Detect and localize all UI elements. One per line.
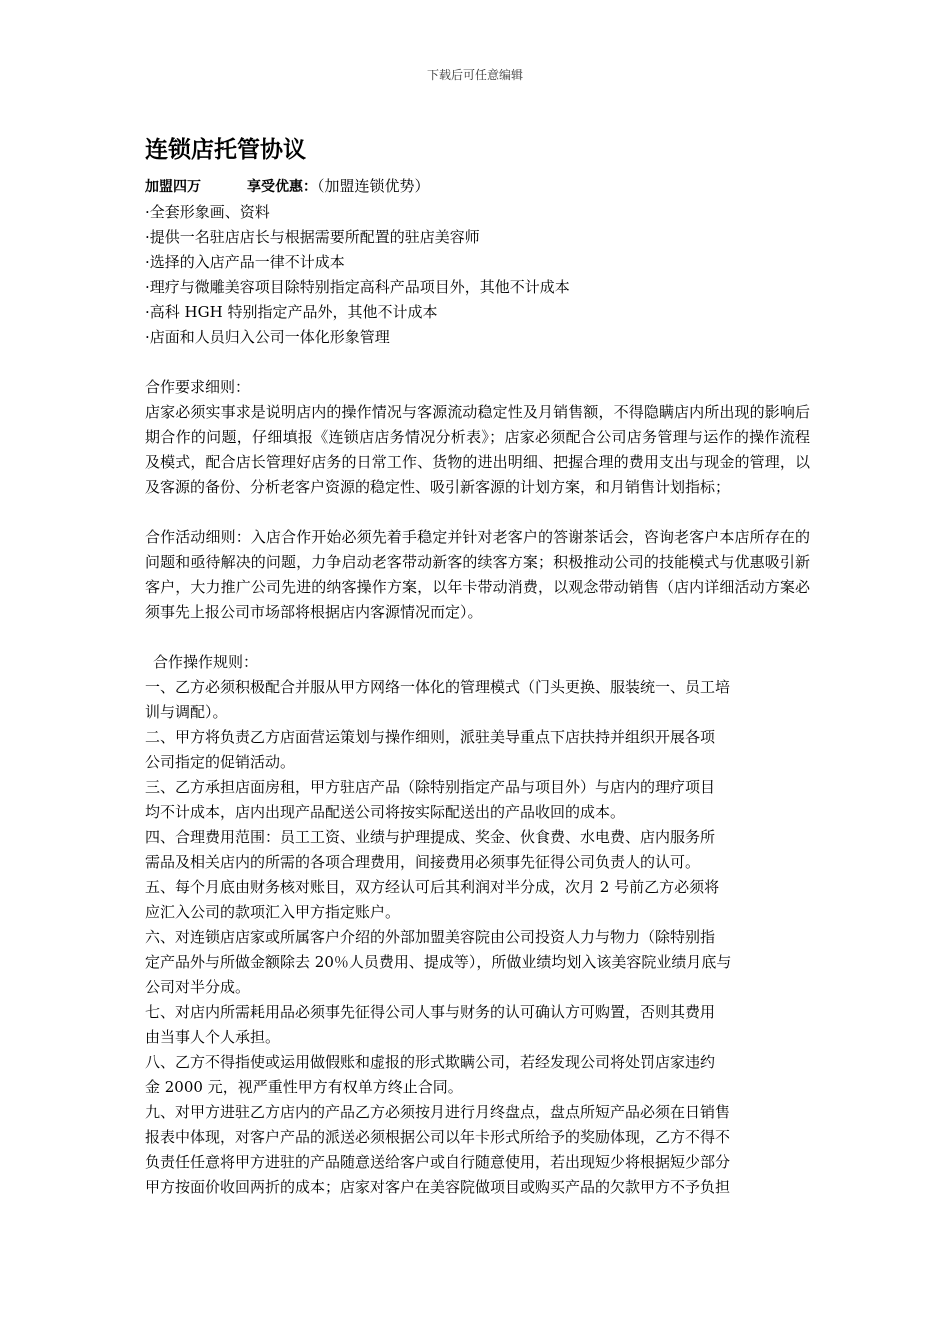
requirements-body: 店家必须实事求是说明店内的操作情况与客源流动稳定性及月销售额，不得隐瞒店内所出现的影响后期合作的问题，仔细填报《连锁店店务情况分析表》；店家必须配合公司店务管理与运作的操作流程及模式，配合店长管理好店务的日常工作、货物的进出明细、把握合理的费用支出与现金的管理，以及客源的备份、分析老客户资源的稳定性、吸引新客源的计划方案，和月销售计划指标； — [145, 403, 810, 496]
rule-item — [145, 725, 810, 775]
benefit-item: ·选择的入店产品一律不计成本 — [145, 253, 345, 271]
benefit-label: 享受优惠： — [247, 179, 317, 195]
benefit-item: ·提供一名驻店店长与根据需要所配置的驻店美容师 — [145, 228, 480, 246]
requirements-heading: 合作要求细则： — [145, 378, 251, 396]
rule-line: 需品及相关店内的所需的各项合理费用，间接费用必须事先征得公司负责人的认可。 — [145, 853, 701, 871]
rule-line: 三、乙方承担店面房租，甲方驻店产品（除特别指定产品与项目外）与店内的理疗项目 — [145, 778, 716, 796]
rule-line: 公司指定的促销活动。 — [145, 753, 296, 771]
rule-line: 七、对店内所需耗用品必须事先征得公司人事与财务的认可确认方可购置，否则其费用 — [145, 1003, 716, 1021]
document-body — [145, 130, 810, 1200]
rule-line: 一、乙方必须积极配合并服从甲方网络一体化的管理模式（门头更换、服装统一、员工培 — [145, 678, 731, 696]
rule-line: 四、合理费用范围：员工工资、业绩与护理提成、奖金、伙食费、水电费、店内服务所 — [145, 828, 716, 846]
document-title: 连锁店托管协议 — [145, 137, 306, 163]
benefit-list — [145, 200, 810, 350]
rule-line: 八、乙方不得指使或运用做假账和虚报的形式欺瞒公司，若经发现公司将处罚店家违约 — [145, 1053, 716, 1071]
rule-line: 甲方按面价收回两折的成本；店家对客户在美容院做项目或购买产品的欠款甲方不予负担 — [145, 1178, 731, 1196]
rule-line: 由当事人个人承担。 — [145, 1028, 281, 1046]
benefit-item: ·理疗与微雕美容项目除特别指定高科产品项目外，其他不计成本 — [145, 278, 570, 296]
offer-line — [145, 174, 810, 200]
rule-item — [145, 675, 810, 725]
benefit-item: ·全套形象画、资料 — [145, 203, 270, 221]
rules-list — [145, 675, 810, 1200]
benefit-item: ·高科 HGH 特别指定产品外，其他不计成本 — [145, 303, 438, 321]
rule-item — [145, 1100, 810, 1200]
rule-item — [145, 1000, 810, 1050]
rule-item — [145, 875, 810, 925]
benefit-item: ·店面和人员归入公司一体化形象管理 — [145, 328, 390, 346]
rule-line: 五、每个月底由财务核对账目，双方经认可后其利润对半分成，次月 2 号前乙方必须将 — [145, 878, 720, 896]
rules-heading: 合作操作规则： — [153, 653, 259, 671]
rule-line: 二、甲方将负责乙方店面营运策划与操作细则，派驻美导重点下店扶持并组织开展各项 — [145, 728, 716, 746]
offer-label: 加盟四万 — [145, 179, 201, 195]
rule-line: 九、对甲方进驻乙方店内的产品乙方必须按月进行月终盘点，盘点所短产品必须在日销售 — [145, 1103, 731, 1121]
rule-item — [145, 775, 810, 825]
rule-item — [145, 925, 810, 1000]
rule-line: 定产品外与所做金额除去 20％人员费用、提成等），所做业绩均划入该美容院业绩月底与 — [145, 953, 732, 971]
rule-item — [145, 1050, 810, 1100]
rule-item — [145, 825, 810, 875]
activities-body: 合作活动细则：入店合作开始必须先着手稳定并针对老客户的答谢茶话会，咨询老客户本店所存在的问题和亟待解决的问题，力争启动老客带动新客的续客方案；积极推动公司的技能模式与优惠吸引新客户，大力推广公司先进的纳客操作方案，以年卡带动消费，以观念带动销售（店内详细活动方案必须事先上报公司市场部将根据店内客源情况而定）。 — [145, 528, 810, 621]
rule-line: 报表中体现，对客户产品的派送必须根据公司以年卡形式所给予的奖励体现，乙方不得不 — [145, 1128, 731, 1146]
benefit-note: （加盟连锁优势） — [317, 177, 430, 195]
rule-line: 均不计成本，店内出现产品配送公司将按实际配送出的产品收回的成本。 — [145, 803, 626, 821]
rule-line: 训与调配）。 — [145, 703, 228, 721]
rule-line: 应汇入公司的款项汇入甲方指定账户。 — [145, 903, 401, 921]
rule-line: 金 2000 元，视严重性甲方有权单方终止合同。 — [145, 1078, 463, 1096]
rule-line: 负责任任意将甲方进驻的产品随意送给客户或自行随意使用，若出现短少将根据短少部分 — [145, 1153, 731, 1171]
page-header-note: 下载后可任意编辑 — [426, 68, 523, 82]
rule-line: 公司对半分成。 — [145, 978, 251, 996]
rule-line: 六、对连锁店店家或所属客户介绍的外部加盟美容院由公司投资人力与物力（除特别指 — [145, 928, 716, 946]
